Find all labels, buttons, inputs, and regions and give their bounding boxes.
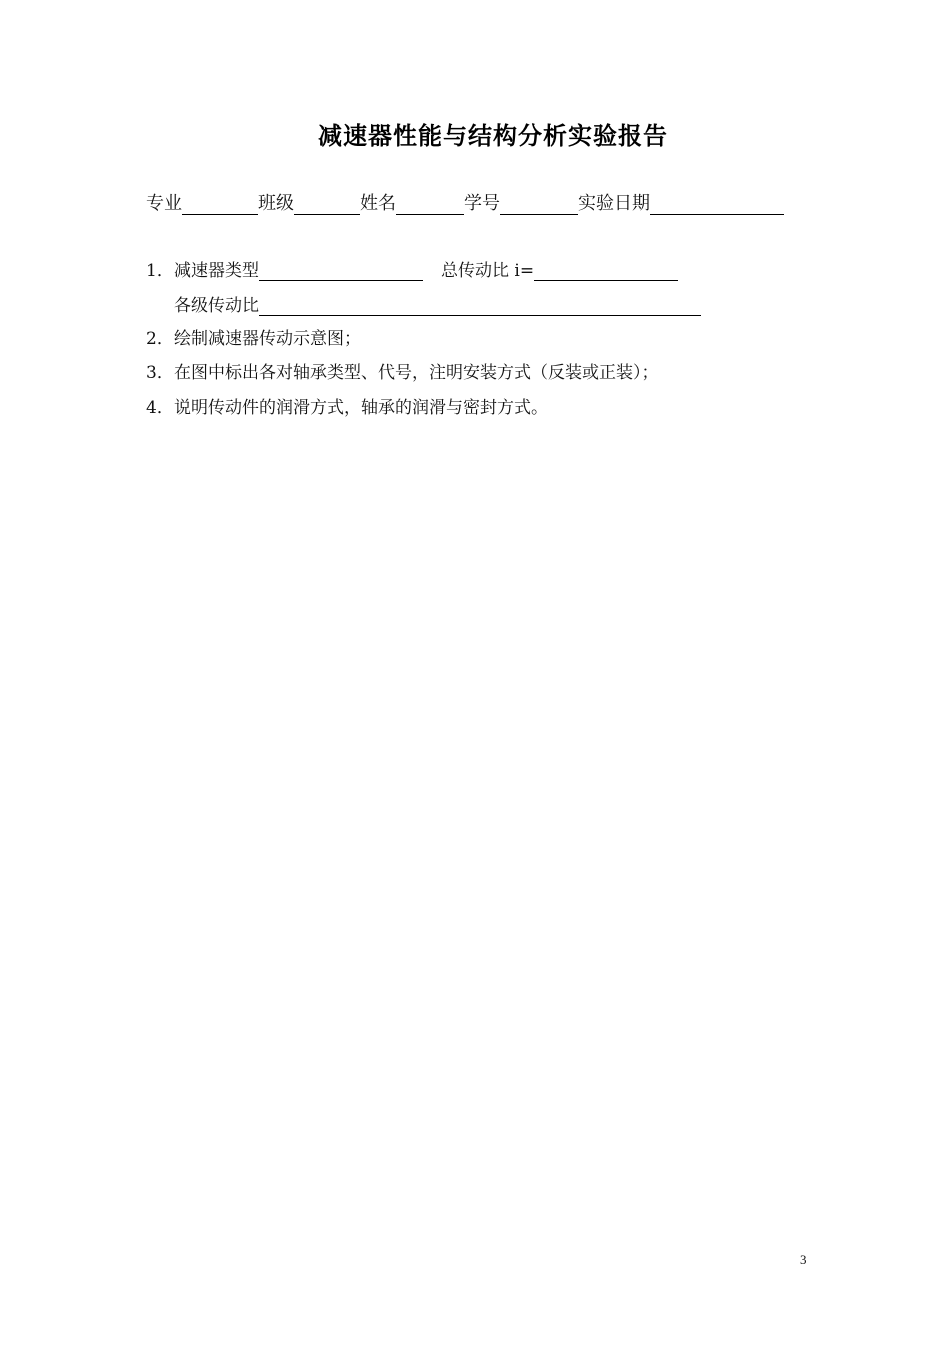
student-id-label: 学号 (464, 193, 500, 214)
item-2-text: 绘制减速器传动示意图； (174, 329, 361, 349)
class-blank[interactable] (294, 192, 360, 215)
item-4 (146, 392, 548, 418)
item-4-text: 说明传动件的润滑方式，轴承的润滑与密封方式。 (174, 398, 548, 418)
item-2 (146, 323, 361, 349)
class-label: 班级 (258, 193, 294, 214)
item-1-number: 1． (146, 261, 174, 281)
item-3-number: 3． (146, 363, 174, 383)
page-title: 减速器性能与结构分析实验报告 (318, 122, 668, 150)
major-blank[interactable] (182, 192, 258, 215)
item-3 (146, 357, 659, 383)
stage-ratio-label: 各级传动比 (174, 296, 259, 316)
total-ratio-label: 总传动比 i= (441, 261, 535, 281)
name-label: 姓名 (360, 193, 396, 214)
stage-ratio-blank[interactable] (259, 293, 701, 316)
item-2-number: 2． (146, 329, 174, 349)
total-ratio-blank[interactable] (534, 258, 678, 281)
item-1-sub (174, 290, 701, 316)
student-id-blank[interactable] (500, 192, 578, 215)
item-4-number: 4． (146, 398, 174, 418)
reducer-type-blank[interactable] (259, 258, 423, 281)
major-label: 专业 (146, 193, 182, 214)
date-blank[interactable] (650, 192, 784, 215)
student-info-row (146, 189, 784, 215)
reducer-type-label: 减速器类型 (174, 261, 259, 281)
item-1 (146, 255, 678, 281)
name-blank[interactable] (396, 192, 464, 215)
item-3-text: 在图中标出各对轴承类型、代号，注明安装方式（反装或正装）； (174, 363, 659, 383)
date-label: 实验日期 (578, 193, 650, 214)
page-number: 3 (800, 1252, 807, 1267)
